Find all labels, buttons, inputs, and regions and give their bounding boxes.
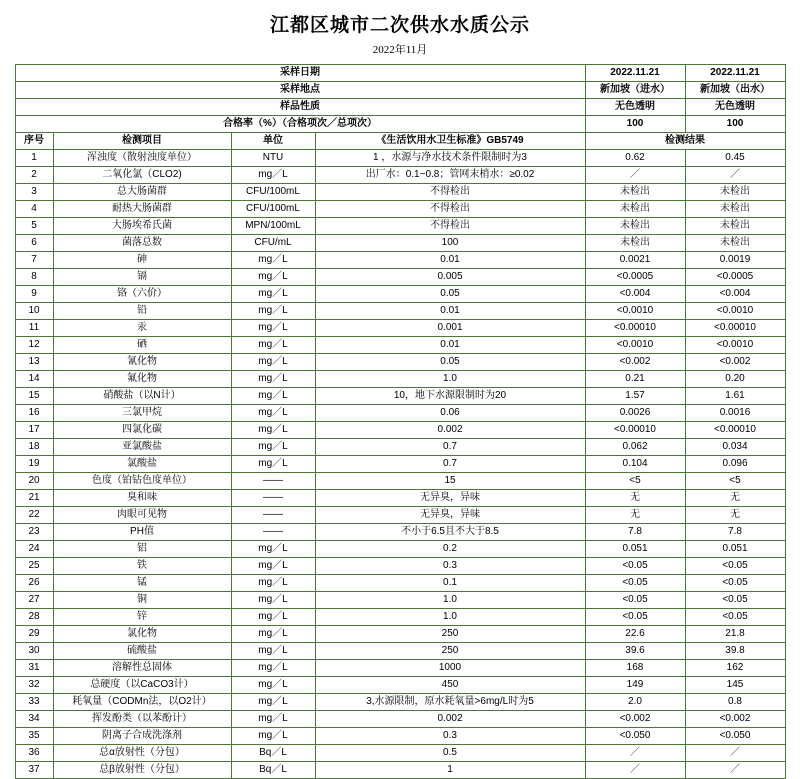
row-item-name: 铅 xyxy=(53,303,231,320)
sampling-location-value-1: 新加坡（进水） xyxy=(585,82,685,99)
sampling-date-value-2: 2022.11.21 xyxy=(685,65,785,82)
table-row xyxy=(15,609,785,626)
row-unit: mg／L xyxy=(231,626,315,643)
page-subtitle: 2022年11月 xyxy=(372,44,428,56)
row-result-outlet: 0.051 xyxy=(685,541,785,558)
row-unit: mg／L xyxy=(231,456,315,473)
row-standard: 无异臭，异味 xyxy=(315,507,585,524)
row-no: 28 xyxy=(15,609,53,626)
table-row xyxy=(15,745,785,762)
row-result-outlet: 1.61 xyxy=(685,388,785,405)
row-standard: 0.01 xyxy=(315,303,585,320)
row-item-name: 总硬度（以CaCO3计） xyxy=(53,677,231,694)
row-result-outlet: 0.0016 xyxy=(685,405,785,422)
row-result-outlet: <5 xyxy=(685,473,785,490)
header-row-pass-rate xyxy=(15,116,785,133)
row-result-outlet: <0.00010 xyxy=(685,422,785,439)
row-standard: 0.001 xyxy=(315,320,585,337)
table-row xyxy=(15,507,785,524)
table-row xyxy=(15,218,785,235)
row-standard: 1 xyxy=(315,762,585,779)
row-result-inlet: ／ xyxy=(585,745,685,762)
row-result-inlet: 未检出 xyxy=(585,184,685,201)
row-item-name: 汞 xyxy=(53,320,231,337)
row-result-outlet: <0.05 xyxy=(685,558,785,575)
table-row xyxy=(15,405,785,422)
row-item-name: 肉眼可见物 xyxy=(53,507,231,524)
row-standard: 不小于6.5且不大于8.5 xyxy=(315,524,585,541)
row-unit: mg／L xyxy=(231,269,315,286)
table-row xyxy=(15,354,785,371)
row-unit: mg／L xyxy=(231,660,315,677)
row-result-outlet: ／ xyxy=(685,167,785,184)
row-no: 6 xyxy=(15,235,53,252)
column-header-standard: 《生活饮用水卫生标准》GB5749 xyxy=(315,133,585,150)
row-no: 30 xyxy=(15,643,53,660)
row-result-outlet: <0.05 xyxy=(685,592,785,609)
row-item-name: 色度（铂钴色度单位） xyxy=(53,473,231,490)
table-row xyxy=(15,337,785,354)
row-standard: 0.002 xyxy=(315,711,585,728)
row-result-inlet: <0.0005 xyxy=(585,269,685,286)
row-unit: mg／L xyxy=(231,354,315,371)
row-standard: 1.0 xyxy=(315,371,585,388)
table-row xyxy=(15,201,785,218)
row-item-name: 砷 xyxy=(53,252,231,269)
header-row-sampling-location xyxy=(15,82,785,99)
row-unit: mg／L xyxy=(231,694,315,711)
header-row-sample-property xyxy=(15,99,785,116)
row-result-inlet: 168 xyxy=(585,660,685,677)
row-item-name: 锌 xyxy=(53,609,231,626)
row-result-inlet: 0.062 xyxy=(585,439,685,456)
table-row xyxy=(15,541,785,558)
row-unit: mg／L xyxy=(231,728,315,745)
table-row xyxy=(15,388,785,405)
row-no: 12 xyxy=(15,337,53,354)
row-item-name: 氯酸盐 xyxy=(53,456,231,473)
row-result-outlet: ／ xyxy=(685,762,785,779)
row-no: 37 xyxy=(15,762,53,779)
row-result-outlet: <0.002 xyxy=(685,354,785,371)
row-item-name: 铝 xyxy=(53,541,231,558)
row-unit: mg／L xyxy=(231,609,315,626)
sampling-date-value-1: 2022.11.21 xyxy=(585,65,685,82)
table-row xyxy=(15,167,785,184)
row-result-outlet: 0.096 xyxy=(685,456,785,473)
row-item-name: 总α放射性（分包） xyxy=(53,745,231,762)
row-item-name: 氟化物 xyxy=(53,371,231,388)
water-quality-table xyxy=(15,64,786,779)
table-row xyxy=(15,456,785,473)
row-no: 5 xyxy=(15,218,53,235)
row-no: 29 xyxy=(15,626,53,643)
row-result-outlet: 无 xyxy=(685,490,785,507)
row-result-inlet: 0.0026 xyxy=(585,405,685,422)
header-row-sampling-date xyxy=(15,65,785,82)
row-result-inlet: 7.8 xyxy=(585,524,685,541)
pass-rate-label: 合格率（%）（合格项次／总项次） xyxy=(15,116,585,133)
column-header-no: 序号 xyxy=(15,133,53,150)
row-standard: 10，地下水源限制时为20 xyxy=(315,388,585,405)
column-header-row xyxy=(15,133,785,150)
row-result-outlet: 145 xyxy=(685,677,785,694)
row-result-outlet: <0.0010 xyxy=(685,337,785,354)
table-row xyxy=(15,575,785,592)
row-unit: —— xyxy=(231,507,315,524)
row-result-inlet: 未检出 xyxy=(585,218,685,235)
row-item-name: 耐热大肠菌群 xyxy=(53,201,231,218)
row-no: 11 xyxy=(15,320,53,337)
row-unit: CFU/100mL xyxy=(231,201,315,218)
row-result-outlet: 21.8 xyxy=(685,626,785,643)
row-result-outlet: 未检出 xyxy=(685,184,785,201)
row-item-name: 二氧化氯（CLO2) xyxy=(53,167,231,184)
row-no: 24 xyxy=(15,541,53,558)
row-unit: —— xyxy=(231,490,315,507)
row-result-inlet: <0.05 xyxy=(585,609,685,626)
row-item-name: 浑浊度（散射浊度单位） xyxy=(53,150,231,167)
row-result-inlet: 39.6 xyxy=(585,643,685,660)
table-row xyxy=(15,643,785,660)
sample-property-value-2: 无色透明 xyxy=(685,99,785,116)
table-row xyxy=(15,252,785,269)
table-row xyxy=(15,626,785,643)
row-no: 13 xyxy=(15,354,53,371)
row-unit: mg／L xyxy=(231,643,315,660)
row-no: 25 xyxy=(15,558,53,575)
row-unit: mg／L xyxy=(231,592,315,609)
row-unit: mg／L xyxy=(231,252,315,269)
row-standard: 0.1 xyxy=(315,575,585,592)
row-item-name: 亚氯酸盐 xyxy=(53,439,231,456)
row-result-inlet: <0.0010 xyxy=(585,303,685,320)
table-row xyxy=(15,439,785,456)
row-no: 20 xyxy=(15,473,53,490)
row-result-outlet: 未检出 xyxy=(685,218,785,235)
row-unit: mg／L xyxy=(231,541,315,558)
sampling-location-label: 采样地点 xyxy=(15,82,585,99)
row-no: 35 xyxy=(15,728,53,745)
row-unit: mg／L xyxy=(231,405,315,422)
row-standard: 0.7 xyxy=(315,456,585,473)
row-result-inlet: ／ xyxy=(585,167,685,184)
row-result-inlet: <0.05 xyxy=(585,558,685,575)
row-item-name: 总β放射性（分包） xyxy=(53,762,231,779)
row-result-inlet: <5 xyxy=(585,473,685,490)
row-unit: mg／L xyxy=(231,388,315,405)
table-row xyxy=(15,677,785,694)
table-row xyxy=(15,728,785,745)
row-no: 22 xyxy=(15,507,53,524)
row-result-inlet: 未检出 xyxy=(585,235,685,252)
row-result-outlet: <0.05 xyxy=(685,609,785,626)
row-item-name: 溶解性总固体 xyxy=(53,660,231,677)
row-no: 34 xyxy=(15,711,53,728)
row-no: 2 xyxy=(15,167,53,184)
row-no: 21 xyxy=(15,490,53,507)
row-result-outlet: 162 xyxy=(685,660,785,677)
row-no: 8 xyxy=(15,269,53,286)
row-result-inlet: <0.00010 xyxy=(585,422,685,439)
row-item-name: 锰 xyxy=(53,575,231,592)
column-header-item: 检测项目 xyxy=(53,133,231,150)
row-result-outlet: <0.0010 xyxy=(685,303,785,320)
row-no: 27 xyxy=(15,592,53,609)
row-standard: 无异臭，异味 xyxy=(315,490,585,507)
row-unit: CFU/100mL xyxy=(231,184,315,201)
row-result-inlet: <0.004 xyxy=(585,286,685,303)
column-header-unit: 单位 xyxy=(231,133,315,150)
row-standard: 1000 xyxy=(315,660,585,677)
row-no: 18 xyxy=(15,439,53,456)
row-item-name: 大肠埃希氏菌 xyxy=(53,218,231,235)
row-result-outlet: <0.004 xyxy=(685,286,785,303)
row-no: 23 xyxy=(15,524,53,541)
row-standard: 0.5 xyxy=(315,745,585,762)
row-result-inlet: <0.05 xyxy=(585,575,685,592)
row-result-outlet: 0.45 xyxy=(685,150,785,167)
table-row xyxy=(15,711,785,728)
row-standard: 0.01 xyxy=(315,252,585,269)
sample-property-label: 样品性质 xyxy=(15,99,585,116)
row-item-name: 铬（六价） xyxy=(53,286,231,303)
row-standard: 15 xyxy=(315,473,585,490)
row-standard: 0.06 xyxy=(315,405,585,422)
row-no: 1 xyxy=(15,150,53,167)
row-unit: —— xyxy=(231,524,315,541)
row-standard: 0.7 xyxy=(315,439,585,456)
row-no: 36 xyxy=(15,745,53,762)
row-result-inlet: 0.0021 xyxy=(585,252,685,269)
row-unit: mg／L xyxy=(231,575,315,592)
row-result-inlet: <0.00010 xyxy=(585,320,685,337)
row-item-name: 氯化物 xyxy=(53,626,231,643)
row-unit: mg／L xyxy=(231,439,315,456)
row-standard: 0.01 xyxy=(315,337,585,354)
table-row xyxy=(15,184,785,201)
table-row xyxy=(15,558,785,575)
row-item-name: 耗氧量（CODMn法，以O2计） xyxy=(53,694,231,711)
row-unit: mg／L xyxy=(231,371,315,388)
row-result-outlet: 未检出 xyxy=(685,235,785,252)
pass-rate-value-1: 100 xyxy=(585,116,685,133)
row-result-outlet: <0.05 xyxy=(685,575,785,592)
sample-property-value-1: 无色透明 xyxy=(585,99,685,116)
row-result-outlet: ／ xyxy=(685,745,785,762)
row-unit: NTU xyxy=(231,150,315,167)
column-header-result: 检测结果 xyxy=(585,133,785,150)
row-no: 15 xyxy=(15,388,53,405)
table-row xyxy=(15,286,785,303)
table-row xyxy=(15,694,785,711)
table-body xyxy=(15,150,785,779)
row-result-inlet: 0.051 xyxy=(585,541,685,558)
row-no: 7 xyxy=(15,252,53,269)
page-title: 江都区城市二次供水水质公示 xyxy=(269,15,530,36)
row-result-outlet: 39.8 xyxy=(685,643,785,660)
table-row xyxy=(15,592,785,609)
row-unit: Bq／L xyxy=(231,745,315,762)
row-standard: 250 xyxy=(315,626,585,643)
row-no: 10 xyxy=(15,303,53,320)
table-row xyxy=(15,473,785,490)
sampling-date-label: 采样日期 xyxy=(15,65,585,82)
row-unit: mg／L xyxy=(231,337,315,354)
row-item-name: 镉 xyxy=(53,269,231,286)
row-no: 32 xyxy=(15,677,53,694)
row-item-name: 硝酸盐（以N计） xyxy=(53,388,231,405)
row-result-inlet: <0.002 xyxy=(585,354,685,371)
row-item-name: 氰化物 xyxy=(53,354,231,371)
row-unit: CFU/mL xyxy=(231,235,315,252)
row-unit: mg／L xyxy=(231,303,315,320)
row-unit: mg／L xyxy=(231,286,315,303)
row-result-outlet: 0.20 xyxy=(685,371,785,388)
row-no: 17 xyxy=(15,422,53,439)
row-no: 9 xyxy=(15,286,53,303)
row-standard: 0.3 xyxy=(315,558,585,575)
row-standard: 1.0 xyxy=(315,609,585,626)
row-unit: Bq／L xyxy=(231,762,315,779)
row-standard: 0.002 xyxy=(315,422,585,439)
sampling-location-value-2: 新加坡（出水） xyxy=(685,82,785,99)
table-row xyxy=(15,235,785,252)
row-result-outlet: 0.034 xyxy=(685,439,785,456)
row-unit: mg／L xyxy=(231,711,315,728)
row-result-outlet: <0.050 xyxy=(685,728,785,745)
row-standard: 250 xyxy=(315,643,585,660)
row-unit: mg／L xyxy=(231,167,315,184)
row-item-name: 阴离子合成洗涤剂 xyxy=(53,728,231,745)
row-standard: 不得检出 xyxy=(315,201,585,218)
row-unit: MPN/100mL xyxy=(231,218,315,235)
row-item-name: 菌落总数 xyxy=(53,235,231,252)
row-item-name: 铁 xyxy=(53,558,231,575)
row-result-outlet: <0.002 xyxy=(685,711,785,728)
row-standard: 450 xyxy=(315,677,585,694)
row-result-outlet: 0.8 xyxy=(685,694,785,711)
row-item-name: 硒 xyxy=(53,337,231,354)
row-unit: mg／L xyxy=(231,422,315,439)
row-result-inlet: 22.6 xyxy=(585,626,685,643)
row-unit: mg／L xyxy=(231,558,315,575)
row-standard: 出厂水：0.1~0.8；管网末梢水：≥0.02 xyxy=(315,167,585,184)
row-no: 26 xyxy=(15,575,53,592)
row-item-name: PH值 xyxy=(53,524,231,541)
row-standard: 0.3 xyxy=(315,728,585,745)
row-result-inlet: 无 xyxy=(585,507,685,524)
table-row xyxy=(15,490,785,507)
row-standard: 100 xyxy=(315,235,585,252)
row-result-outlet: 0.0019 xyxy=(685,252,785,269)
row-result-inlet: <0.05 xyxy=(585,592,685,609)
pass-rate-value-2: 100 xyxy=(685,116,785,133)
row-standard: 不得检出 xyxy=(315,218,585,235)
row-item-name: 铜 xyxy=(53,592,231,609)
row-item-name: 四氯化碳 xyxy=(53,422,231,439)
row-result-inlet: 未检出 xyxy=(585,201,685,218)
row-standard: 0.2 xyxy=(315,541,585,558)
row-no: 14 xyxy=(15,371,53,388)
row-result-inlet: ／ xyxy=(585,762,685,779)
row-standard: 0.05 xyxy=(315,286,585,303)
row-result-inlet: 2.0 xyxy=(585,694,685,711)
row-result-inlet: <0.002 xyxy=(585,711,685,728)
row-no: 31 xyxy=(15,660,53,677)
row-no: 33 xyxy=(15,694,53,711)
row-no: 4 xyxy=(15,201,53,218)
row-standard: 0.05 xyxy=(315,354,585,371)
row-no: 3 xyxy=(15,184,53,201)
row-standard: 1.0 xyxy=(315,592,585,609)
row-result-outlet: <0.0005 xyxy=(685,269,785,286)
row-unit: —— xyxy=(231,473,315,490)
table-row xyxy=(15,320,785,337)
row-no: 19 xyxy=(15,456,53,473)
row-item-name: 总大肠菌群 xyxy=(53,184,231,201)
row-item-name: 挥发酚类（以苯酚计） xyxy=(53,711,231,728)
row-unit: mg／L xyxy=(231,320,315,337)
document-page xyxy=(0,10,800,775)
row-result-inlet: 0.104 xyxy=(585,456,685,473)
row-result-inlet: 无 xyxy=(585,490,685,507)
row-result-outlet: 7.8 xyxy=(685,524,785,541)
row-result-inlet: 149 xyxy=(585,677,685,694)
table-row xyxy=(15,371,785,388)
row-standard: 不得检出 xyxy=(315,184,585,201)
table-row xyxy=(15,660,785,677)
row-standard: 0.005 xyxy=(315,269,585,286)
row-result-outlet: 未检出 xyxy=(685,201,785,218)
row-no: 16 xyxy=(15,405,53,422)
table-row xyxy=(15,269,785,286)
table-row xyxy=(15,762,785,779)
table-row xyxy=(15,150,785,167)
row-unit: mg／L xyxy=(231,677,315,694)
row-item-name: 臭和味 xyxy=(53,490,231,507)
row-item-name: 硫酸盐 xyxy=(53,643,231,660)
row-result-inlet: <0.050 xyxy=(585,728,685,745)
row-result-outlet: 无 xyxy=(685,507,785,524)
row-result-inlet: 1.57 xyxy=(585,388,685,405)
row-result-inlet: 0.21 xyxy=(585,371,685,388)
table-row xyxy=(15,422,785,439)
row-result-outlet: <0.00010 xyxy=(685,320,785,337)
table-row xyxy=(15,303,785,320)
row-standard: 1 ，水源与净水技术条件限制时为3 xyxy=(315,150,585,167)
row-result-inlet: <0.0010 xyxy=(585,337,685,354)
row-result-inlet: 0.62 xyxy=(585,150,685,167)
row-item-name: 三氯甲烷 xyxy=(53,405,231,422)
table-row xyxy=(15,524,785,541)
row-standard: 3,水源限制，原水耗氧量>6mg/L时为5 xyxy=(315,694,585,711)
